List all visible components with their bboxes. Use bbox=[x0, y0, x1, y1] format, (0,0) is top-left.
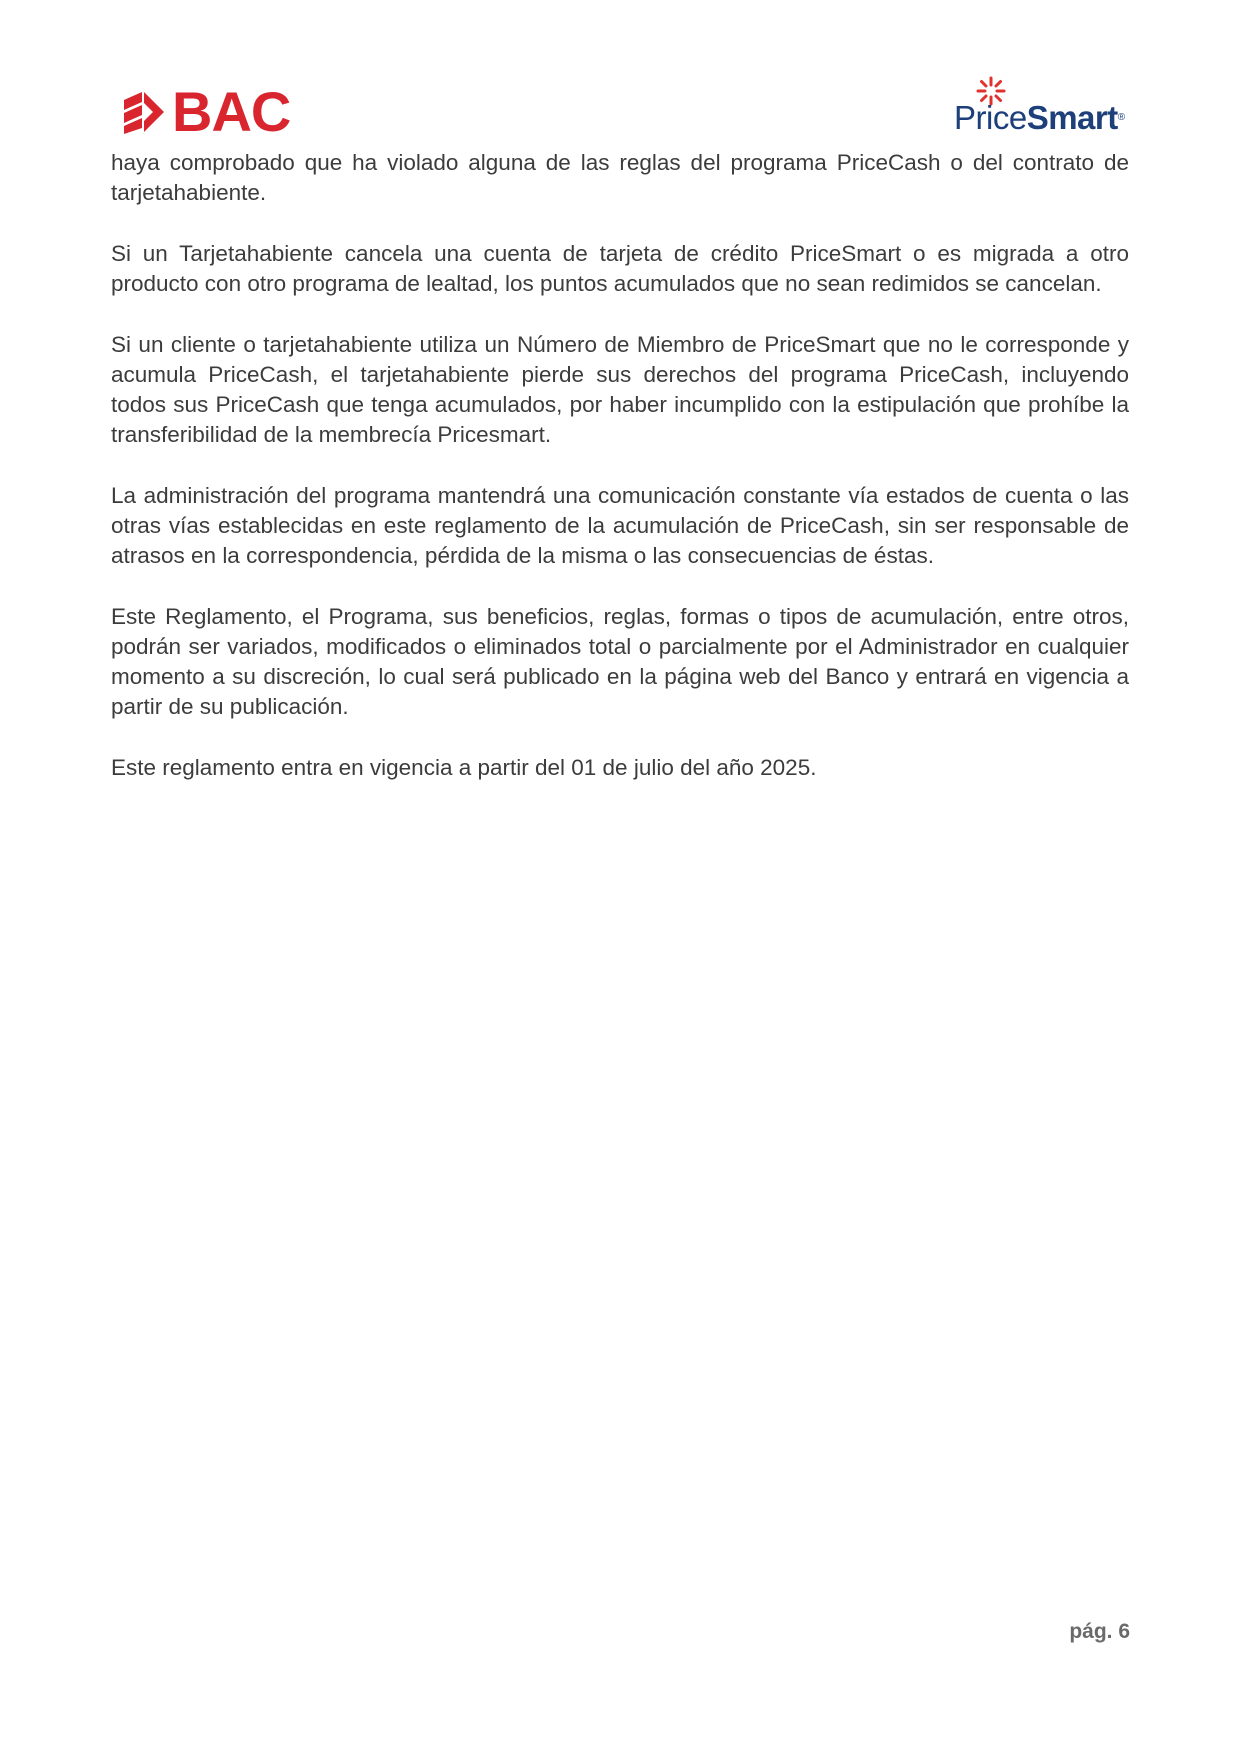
document-body bbox=[111, 148, 1129, 814]
paragraph-4: La administración del programa mantendrá una comunicación constante vía estados de cuenta o las otras vías establecidas en este reglamento de la acumulación de PriceCash, sin ser responsable de atrasos en la correspondencia, pérdida de la misma o las consecuencias de éstas. bbox=[111, 483, 1129, 568]
paragraph-6: Este reglamento entra en vigencia a partir del 01 de julio del año 2025. bbox=[111, 755, 817, 780]
bac-logo bbox=[120, 80, 291, 143]
registered-mark: ® bbox=[1117, 112, 1125, 123]
page-number: pág. 6 bbox=[1069, 1620, 1130, 1643]
paragraph-5: Este Reglamento, el Programa, sus beneficios, reglas, formas o tipos de acumulación, entre otros, podrán ser variados, modificados o eliminados total o parcialmente por el Administrador en cualquier momento a su discreción, lo cual será publicado en la página web del Banco y entrará en vigencia a partir de su publicación. bbox=[111, 604, 1129, 719]
bac-emblem-icon bbox=[120, 90, 166, 134]
pricesmart-logo-text-regular: Price bbox=[954, 99, 1027, 136]
pricesmart-logo-text-bold: Smart bbox=[1026, 99, 1118, 136]
paragraph-3: Si un cliente o tarjetahabiente utiliza un Número de Miembro de PriceSmart que no le corresponde y acumula PriceCash, el tarjetahabiente pierde sus derechos del programa PriceCash, incluyendo todos sus PriceCash que tenga acumulados, por haber incumplido con la estipulación que prohíbe la transferibilidad de la membrecía Pricesmart. bbox=[111, 332, 1129, 447]
page-header bbox=[0, 0, 1240, 150]
bac-logo-text: BAC bbox=[172, 80, 291, 143]
paragraph-2: Si un Tarjetahabiente cancela una cuenta de tarjeta de crédito PriceSmart o es migrada a otro producto con otro programa de lealtad, los puntos acumulados que no sean redimidos se cancelan. bbox=[111, 241, 1129, 296]
paragraph-1: haya comprobado que ha violado alguna de las reglas del programa PriceCash o del contrato de tarjetahabiente. bbox=[111, 150, 1129, 205]
pricesmart-logo bbox=[954, 76, 1124, 136]
pricesmart-logo-text bbox=[954, 100, 1125, 136]
